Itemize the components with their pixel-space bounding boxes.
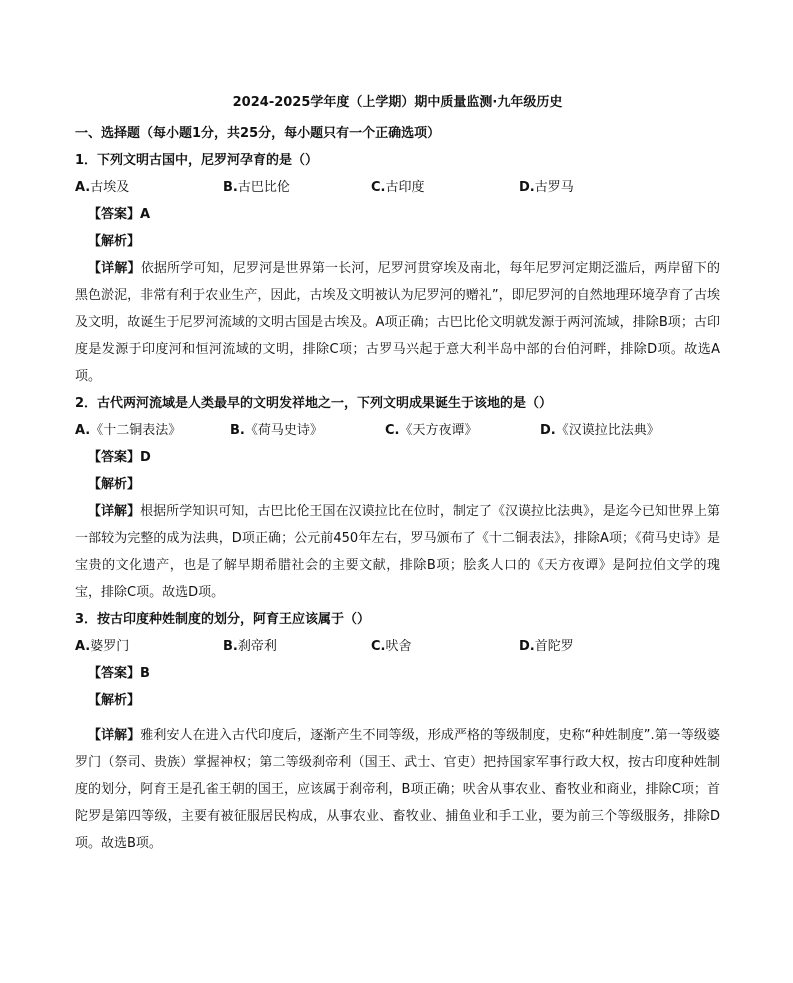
- option-b: B.刹帝利: [223, 639, 277, 654]
- question-block: [75, 606, 720, 857]
- options-row: [75, 417, 720, 444]
- answer-line: 【答案】D: [88, 450, 151, 465]
- option-c: C.《天方夜谭》: [385, 423, 478, 438]
- option-a: A.古埃及: [75, 180, 130, 195]
- detail-paragraph: 【详解】雅利安人在进入古代印度后，逐渐产生不同等级，形成严格的等级制度，史称“种姓制度”.第一等级婆罗门（祭司、贵族）掌握神权；第二等级刹帝利（国王、武士、官吏）把持国家军事行政大权，按古印度种姓制度的划分，阿育王是孔雀王朝的国王，应该属于刹帝利，B项正确；吠舍从事农业、畜牧业和商业，排除C项；首陀罗是第四等级，主要有被征服居民构成，从事农业、畜牧业、捕鱼业和手工业，要为前三个等级服务，排除D项。故选B项。: [75, 728, 720, 851]
- option-b: B.《荷马史诗》: [230, 423, 323, 438]
- options-row: [75, 174, 720, 201]
- question-block: [75, 147, 720, 390]
- document-content: [75, 93, 720, 857]
- option-a: A.《十二铜表法》: [75, 423, 182, 438]
- question-stem: 2．古代两河流域是人类最早的文明发祥地之一，下列文明成果诞生于该地的是（）: [75, 396, 553, 411]
- spacer: [75, 714, 720, 722]
- analysis-label: 【解析】: [88, 477, 141, 492]
- option-d: D.古罗马: [519, 180, 574, 195]
- question-stem: 1．下列文明古国中，尼罗河孕育的是（）: [75, 153, 319, 168]
- detail-paragraph: 【详解】根据所学知识可知，古巴比伦王国在汉谟拉比在位时，制定了《汉谟拉比法典》，是迄今已知世界上第一部较为完整的成为法典，D项正确；公元前450年左右，罗马颁布了《十二铜表法》，排除A项；《荷马史诗》是宝贵的文化遗产，也是了解早期希腊社会的主要文献，排除B项；脍炙人口的《天方夜谭》是阿拉伯文学的瑰宝，排除C项。故选D项。: [75, 504, 720, 600]
- detail-paragraph: 【详解】依据所学可知，尼罗河是世界第一长河，尼罗河贯穿埃及南北，每年尼罗河定期泛滥后，两岸留下的黑色淤泥，非常有利于农业生产，因此，古埃及文明被认为尼罗河的赠礼”，即尼罗河的自然地理环境孕育了古埃及文明，故诞生于尼罗河流域的文明古国是古埃及。A项正确；古巴比伦文明就发源于两河流域，排除B项；古印度是发源于印度河和恒河流域的文明，排除C项；古罗马兴起于意大利半岛中部的台伯河畔，排除D项。故选A项。: [75, 261, 720, 384]
- section-heading: 一、选择题（每小题1分，共25分，每小题只有一个正确选项）: [75, 126, 441, 141]
- option-b: B.古巴比伦: [223, 180, 290, 195]
- question-block: [75, 390, 720, 606]
- option-c: C.吠舍: [371, 639, 412, 654]
- option-d: D.《汉谟拉比法典》: [540, 423, 660, 438]
- option-d: D.首陀罗: [519, 639, 574, 654]
- analysis-label: 【解析】: [88, 693, 141, 708]
- question-stem: 3．按古印度种姓制度的划分，阿育王应该属于（）: [75, 612, 371, 627]
- page-title: 2024-2025学年度（上学期）期中质量监测·九年级历史: [232, 95, 563, 110]
- option-a: A.婆罗门: [75, 639, 130, 654]
- answer-line: 【答案】B: [88, 666, 150, 681]
- answer-line: 【答案】A: [88, 207, 151, 222]
- analysis-label: 【解析】: [88, 234, 141, 249]
- option-c: C.古印度: [371, 180, 425, 195]
- options-row: [75, 633, 720, 660]
